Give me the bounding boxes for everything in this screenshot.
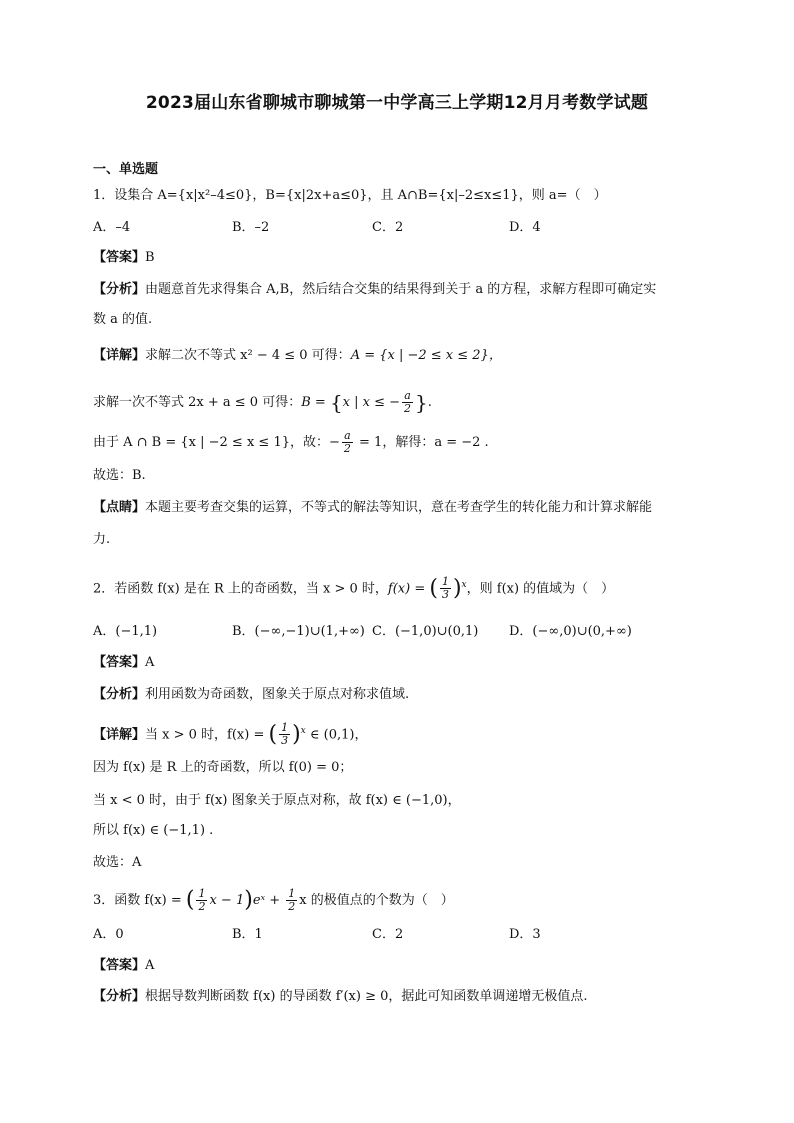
period: . (427, 395, 432, 410)
q2-choose: 故选：A (93, 855, 142, 870)
q1-answer (93, 249, 155, 267)
q2-stem-text-c: ，则 f(x) 的值域为（ ） (466, 581, 615, 597)
q1-detail-line1 (93, 347, 502, 365)
right-brace: } (415, 390, 428, 415)
answer-label: 【答案】 (93, 958, 146, 973)
q2-detail-line3: 当 x < 0 时，由于 f(x) 图象关于原点对称，故 f(x) ∈ (−1,0)， (93, 793, 461, 808)
q1-answer-value: B (145, 250, 155, 265)
q1-analysis-line2: 数 a 的值. (93, 312, 153, 327)
section-heading: 一、单选题 (93, 162, 159, 177)
right-paren: ) (244, 887, 253, 913)
q1-detail-text3b: = 1，解得：a = −2 . (354, 435, 489, 450)
page-title: 2023届山东省聊城市聊城第一中学高三上学期12月月考数学试题 (145, 93, 649, 113)
q1-detail-set-a: A = {x | −2 ≤ x ≤ 2}， (350, 348, 502, 363)
comment-label: 【点睛】 (93, 500, 146, 515)
q1-detail-set-b-body: x | x ≤ − (342, 395, 401, 410)
fraction-one-half: $\frac{1}{2}$ (288, 887, 296, 913)
fraction-one-third: $\frac{1}{3}$ (441, 575, 449, 602)
q1-option-a: A．–4 (93, 220, 131, 235)
q2-detail-text1b: ∈ (0,1)， (305, 727, 368, 743)
q1-option-d: D．4 (509, 220, 541, 235)
q2-detail-line2: 因为 f(x) 是 R 上的奇函数，所以 f(0) = 0； (93, 760, 353, 775)
left-paren: ( (268, 721, 278, 747)
analysis-label: 【分析】 (93, 989, 146, 1004)
q1-detail-text2: 求解一次不等式 2x + a ≤ 0 可得： (93, 395, 302, 410)
q3-option-a: A．0 (93, 927, 124, 942)
fraction-one-half: $\frac{1}{2}$ (198, 887, 206, 913)
q2-option-d: D．(−∞,0)∪(0,+∞) (509, 624, 632, 639)
q2-analysis (93, 686, 409, 704)
answer-label: 【答案】 (93, 250, 146, 265)
q2-detail-line4: 所以 f(x) ∈ (−1,1) . (93, 823, 214, 838)
q2-detail-text1a: 当 x > 0 时，f(x) = (145, 727, 269, 743)
q2-option-a: A．(−1,1) (93, 624, 158, 639)
q3-stem-exp: eˣ + (252, 893, 285, 908)
q1-detail-line2 (93, 390, 432, 415)
q2-detail-line1 (93, 722, 367, 747)
q1-choose: 故选：B. (93, 468, 146, 483)
q1-detail-text3a: 由于 A ∩ B = {x | −2 ≤ x ≤ 1}，故：− (93, 435, 340, 450)
fraction-a-over-2: $\frac{a}{2}$ (404, 389, 412, 415)
q1-comment-text1: 本题主要考查交集的运算，不等式的解法等知识，意在考查学生的转化能力和计算求解能 (145, 500, 653, 515)
detail-label: 【详解】 (93, 727, 146, 743)
exponent-x: x (461, 580, 467, 590)
q2-stem (93, 576, 614, 601)
q3-option-c: C．2 (372, 927, 404, 942)
q1-comment-line1 (93, 499, 652, 517)
q2-option-b: B．(−∞,−1)∪(1,+∞) (232, 624, 365, 639)
answer-label: 【答案】 (93, 655, 146, 670)
q3-analysis-text: 根据导数判断函数 f(x) 的导函数 f′(x) ≥ 0，据此可知函数单调递增无极值点. (145, 989, 588, 1004)
q3-answer (93, 957, 154, 975)
q3-stem (93, 888, 454, 913)
left-paren: ( (185, 887, 195, 913)
q2-option-c: C．(−1,0)∪(0,1) (372, 624, 479, 639)
q2-answer-value: A (145, 655, 155, 670)
analysis-label: 【分析】 (93, 687, 146, 702)
q1-detail-text1: 求解二次不等式 x² − 4 ≤ 0 可得： (145, 348, 351, 363)
q1-option-b: B．–2 (232, 220, 270, 235)
q2-answer (93, 654, 154, 672)
analysis-label: 【分析】 (93, 282, 146, 297)
q2-analysis-text: 利用函数为奇函数，图象关于原点对称求值域. (145, 687, 410, 702)
detail-label: 【详解】 (93, 348, 146, 363)
q3-stem-linear: x − 1 (209, 893, 245, 908)
right-paren: ) (452, 575, 462, 601)
q1-analysis-line1 (93, 281, 656, 299)
q3-option-d: D．3 (509, 927, 541, 942)
q3-stem-text-a: 3．函数 f(x) = (93, 893, 186, 908)
fraction-a-over-2: $\frac{a}{2}$ (343, 429, 351, 455)
q1-option-c: C．2 (372, 220, 404, 235)
q1-analysis-text1: 由题意首先求得集合 A,B，然后结合交集的结果得到关于 a 的方程，求解方程即可确定实 (145, 282, 657, 297)
q1-comment-line2: 力. (93, 532, 111, 547)
q1-detail-line3 (93, 430, 489, 455)
q3-stem-text-d: x 的极值点的个数为（ ） (299, 893, 454, 908)
q2-stem-fx: f(x) = (387, 581, 430, 597)
q1-detail-set-b-lhs: B = (301, 395, 330, 410)
exponent-x: x (300, 726, 306, 736)
q3-answer-value: A (145, 958, 155, 973)
fraction-one-third: $\frac{1}{3}$ (281, 721, 289, 748)
q3-analysis (93, 988, 588, 1006)
right-paren: ) (292, 721, 301, 747)
left-brace: { (329, 390, 343, 415)
left-paren: ( (429, 575, 438, 601)
q3-option-b: B．1 (232, 927, 263, 942)
q2-stem-text-a: 2．若函数 f(x) 是在 R 上的奇函数，当 x > 0 时， (93, 581, 388, 597)
q1-stem: 1．设集合 A={x|x²–4≤0}，B={x|2x+a≤0}，且 A∩B={x|–2≤x≤1}，则 a=（ ） (93, 188, 607, 203)
